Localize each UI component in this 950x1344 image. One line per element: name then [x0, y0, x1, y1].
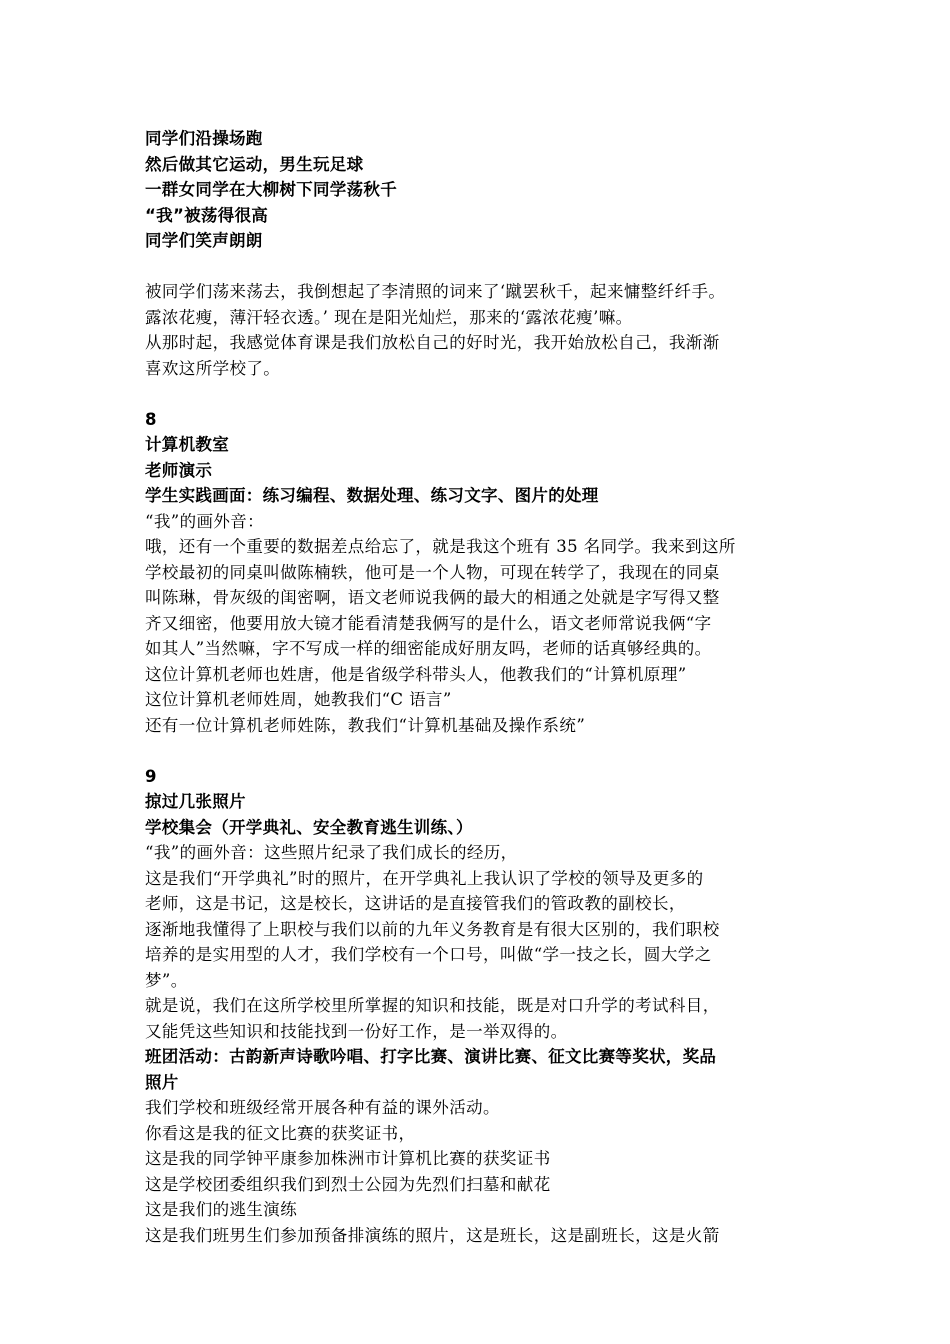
paragraph-line: 露浓花瘦，薄汗轻衣透。’ 现在是阳光灿烂，那来的‘露浓花瘦’嘛。: [145, 307, 633, 327]
activity-heading: 班团活动：古韵新声诗歌吟唱、打字比赛、演讲比赛、征文比赛等奖状，奖品: [145, 1047, 717, 1066]
paragraph-line: 又能凭这些知识和技能找到一份好工作，是一举双得的。: [145, 1021, 568, 1041]
paragraph-line: 齐又细密，他要用放大镜才能看清楚我俩写的是什么，语文老师常说我俩“字: [145, 613, 712, 633]
paragraph-line: 如其人”当然嘛，字不写成一样的细密能成好朋友吗，老师的话真够经典的。: [145, 639, 712, 658]
paragraph-line: 这是我们“开学典礼”时的照片，在开学典礼上我认识了学校的领导及更多的: [145, 868, 704, 888]
scene7-paragraph: [145, 279, 825, 381]
paragraph-line: 这是我们的逃生演练: [145, 1200, 298, 1219]
scene7-line: 同学们笑声朗朗: [145, 231, 263, 250]
paragraph-line: 逐渐地我懂得了上职校与我们以前的九年义务教育是有很大区别的，我们职校: [145, 919, 720, 939]
paragraph-line: 从那时起，我感觉体育课是我们放松自己的好时光，我开始放松自己，我渐渐: [145, 333, 720, 352]
scene7-line: “我”被荡得很高: [145, 205, 269, 225]
spacer: [145, 381, 825, 407]
scene-heading: 学生实践画面：练习编程、数据处理、练习文字、图片的处理: [145, 486, 599, 505]
scene7-line: 然后做其它运动，男生玩足球: [145, 154, 364, 174]
paragraph-line: 老师，这是书记，这是校长，这讲话的是直接管我们的管政教的副校长，: [145, 894, 686, 913]
paragraph-line: 喜欢这所学校了。: [145, 358, 281, 378]
paragraph-line: 就是说，我们在这所学校里所掌握的知识和技能，既是对口升学的考试科目，: [145, 996, 720, 1015]
paragraph-line: 我们学校和班级经常开展各种有益的课外活动。: [145, 1098, 500, 1117]
paragraph-line: 这是我的同学钟平康参加株洲市计算机比赛的获奖证书: [145, 1149, 551, 1168]
scene-number: 9: [145, 766, 157, 786]
paragraph-line: 梦”。: [145, 970, 188, 990]
paragraph-line: 叫陈琳，骨灰级的闺密啊，语文老师说我俩的最大的相通之处就是字写得又整: [145, 588, 720, 607]
paragraph-line: 还有一位计算机老师姓陈，教我们“计算机基础及操作系统”: [145, 715, 586, 735]
voiceover-label: “我”的画外音：: [145, 511, 265, 531]
paragraph-line: 你看这是我的征文比赛的获奖证书，: [145, 1123, 416, 1143]
paragraph-line: 哦，还有一个重要的数据差点给忘了，就是我这个班有 35 名同学。我来到这所: [145, 537, 736, 556]
paragraph-line: 这是学校团委组织我们到烈士公园为先烈们扫墓和献花: [145, 1174, 551, 1194]
scene-heading: 计算机教室: [145, 435, 229, 454]
scene-heading: 学校集会（开学典礼、安全教育逃生训练、）: [145, 817, 473, 837]
paragraph-line: 这位计算机老师姓周，她教我们“C 语言”: [145, 690, 452, 709]
scene9-block: [145, 764, 825, 1249]
paragraph-line: 这位计算机老师也姓唐，他是省级学科带头人，他教我们的“计算机原理”: [145, 664, 687, 684]
scene8-block: [145, 407, 825, 739]
scene7-line: 同学们沿操场跑: [145, 129, 263, 148]
scene7-tail-block: [145, 126, 825, 254]
scene-heading: 老师演示: [145, 460, 213, 480]
paragraph-line: 这是我们班男生们参加预备排演练的照片，这是班长，这是副班长，这是火箭: [145, 1225, 720, 1245]
activity-heading: 照片: [145, 1072, 179, 1092]
paragraph-line: “我”的画外音：这些照片纪录了我们成长的经历，: [145, 843, 518, 862]
paragraph-line: 学校最初的同桌叫做陈楠轶，他可是一个人物，可现在转学了，我现在的同桌: [145, 562, 720, 582]
scene7-line: 一群女同学在大柳树下同学荡秋千: [145, 180, 397, 199]
scene-number: 8: [145, 409, 157, 429]
paragraph-line: 培养的是实用型的人才，我们学校有一个口号，叫做“学一技之长，圆大学之: [145, 945, 712, 964]
paragraph-line: 被同学们荡来荡去，我倒想起了李清照的词来了‘蹴罢秋千，起来慵整纤纤手。: [145, 282, 726, 301]
document-body: [145, 126, 825, 1248]
spacer: [145, 254, 825, 280]
scene-heading: 掠过几张照片: [145, 792, 246, 811]
spacer: [145, 738, 825, 764]
